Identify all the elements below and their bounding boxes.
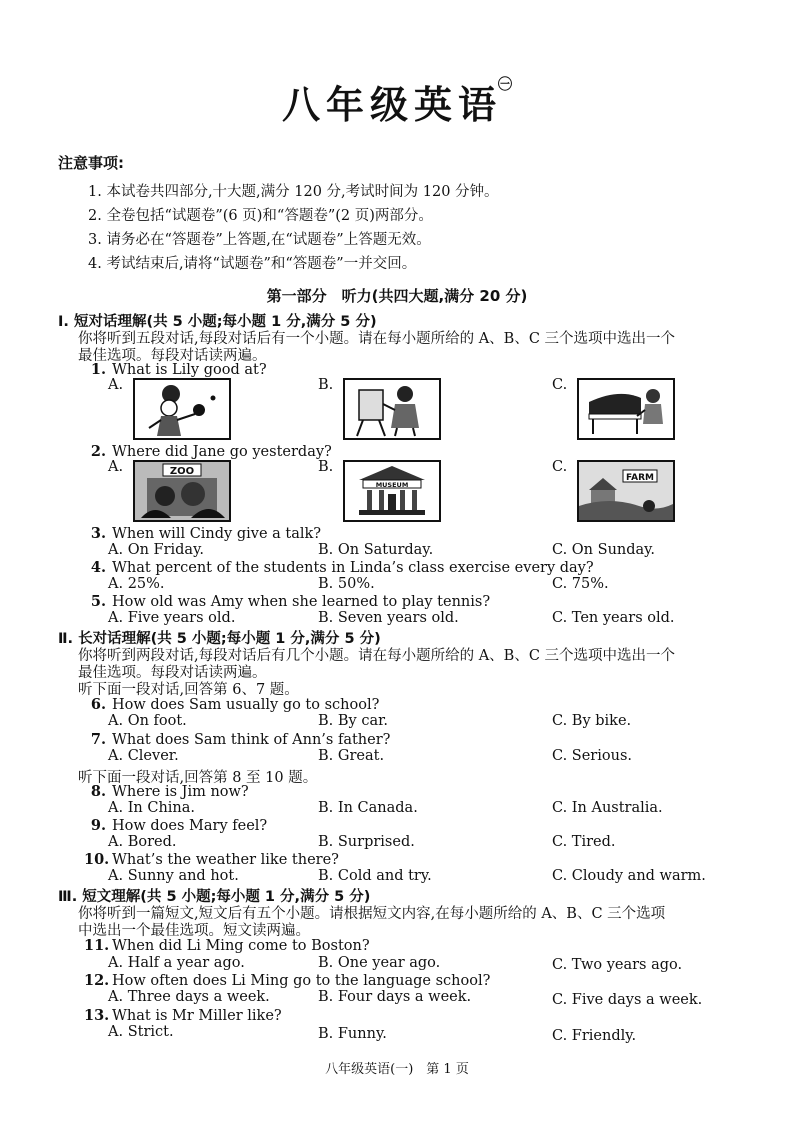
- option-c: C. Cloudy and warm.: [552, 868, 706, 884]
- note-item: 2. 全卷包括“试题卷”(6 页)和“答题卷”(2 页)两部分。: [88, 208, 433, 224]
- option-c: C. Five days a week.: [552, 992, 703, 1008]
- option-label: B.: [318, 377, 334, 393]
- farm-sign: FARM: [626, 473, 654, 483]
- note-item: 4. 考试结束后,请将“试题卷”和“答题卷”一并交回。: [88, 256, 417, 272]
- question-12: 12. How often does Li Ming go to the language school?: [84, 972, 491, 989]
- section-heading: Ⅰ. 短对话理解(共 5 小题;每小题 1 分,满分 5 分): [58, 314, 377, 330]
- note-item: 3. 请务必在“答题卷”上答题,在“试题卷”上答题无效。: [88, 232, 431, 248]
- option-a: A. 25%.: [108, 576, 165, 592]
- option-b: B. Great.: [318, 748, 385, 764]
- option-b: B. Surprised.: [318, 834, 415, 850]
- section-instruction: 你将听到两段对话,每段对话后有几个小题。请在每小题所给的 A、B、C 三个选项中选出一个: [78, 648, 676, 664]
- option-b: B. 50%.: [318, 576, 375, 592]
- question-6: 6. How does Sam usually go to school?: [90, 696, 380, 713]
- farm-icon: [577, 460, 675, 522]
- option-a: A. On Friday.: [108, 542, 204, 558]
- option-a: A. Half a year ago.: [108, 955, 245, 971]
- option-c: C. Tired.: [552, 834, 616, 850]
- question-3: 3. When will Cindy give a talk?: [90, 525, 322, 542]
- question-4: 4. What percent of the students in Linda’s class exercise every day?: [90, 559, 594, 576]
- option-c: C. Friendly.: [552, 1028, 637, 1044]
- section-instruction: 最佳选项。每段对话读两遍。: [78, 348, 267, 364]
- part-title: 第一部分 听力(共四大题,满分 20 分): [266, 287, 528, 305]
- section-instruction: 你将听到一篇短文,短文后有五个小题。请根据短文内容,在每小题所给的 A、B、C 三个选项: [78, 906, 666, 922]
- option-c: C. 75%.: [552, 576, 609, 592]
- museum-sign: MUSEUM: [375, 481, 409, 489]
- option-c: C. Ten years old.: [552, 610, 675, 626]
- option-c: C. On Sunday.: [552, 542, 656, 558]
- option-a: A. Sunny and hot.: [108, 868, 239, 884]
- question-8: 8. Where is Jim now?: [90, 783, 249, 800]
- section-heading: Ⅲ. 短文理解(共 5 小题;每小题 1 分,满分 5 分): [58, 889, 371, 905]
- section-heading: Ⅱ. 长对话理解(共 5 小题;每小题 1 分,满分 5 分): [58, 631, 381, 647]
- question-2: 2. Where did Jane go yesterday?: [90, 443, 332, 460]
- question-1: 1. What is Lily good at?: [90, 361, 267, 378]
- option-b: B. In Canada.: [318, 800, 418, 816]
- option-c: C. By bike.: [552, 713, 632, 729]
- notes-heading: 注意事项:: [58, 154, 124, 172]
- option-b: B. Four days a week.: [318, 989, 472, 1005]
- question-11: 11. When did Li Ming come to Boston?: [84, 937, 370, 954]
- section-instruction: 中选出一个最佳选项。短文读两遍。: [78, 923, 310, 939]
- option-a: A. Five years old.: [108, 610, 236, 626]
- section-instruction: 你将听到五段对话,每段对话后有一个小题。请在每小题所给的 A、B、C 三个选项中选出一个: [78, 331, 676, 347]
- option-b: B. Funny.: [318, 1026, 387, 1042]
- option-b: B. One year ago.: [318, 955, 441, 971]
- option-label: A.: [108, 377, 124, 393]
- option-c: C. Serious.: [552, 748, 632, 764]
- museum-icon: [343, 460, 441, 522]
- option-label: C.: [552, 377, 568, 393]
- option-a: A. In China.: [108, 800, 196, 816]
- note-item: 1. 本试卷共四部分,十大题,满分 120 分,考试时间为 120 分钟。: [88, 184, 499, 200]
- option-c: C. In Australia.: [552, 800, 663, 816]
- option-b: B. By car.: [318, 713, 389, 729]
- ping-pong-icon: [133, 378, 231, 440]
- option-label: C.: [552, 459, 568, 475]
- paper-number-mark: ㊀: [498, 77, 512, 93]
- option-c: C. Two years ago.: [552, 957, 683, 973]
- option-a: A. Three days a week.: [108, 989, 270, 1005]
- option-b: B. On Saturday.: [318, 542, 434, 558]
- option-label: A.: [108, 459, 124, 475]
- page-footer: 八年级英语(一) 第 1 页: [325, 1062, 469, 1077]
- option-a: A. On foot.: [108, 713, 187, 729]
- piano-icon: [577, 378, 675, 440]
- option-a: A. Strict.: [108, 1024, 174, 1040]
- question-7: 7. What does Sam think of Ann’s father?: [90, 731, 391, 748]
- painting-easel-icon: [343, 378, 441, 440]
- option-b: B. Seven years old.: [318, 610, 459, 626]
- page-title: 八年级英语$^㊀$: [281, 77, 512, 127]
- group-instruction: 听下面一段对话,回答第 6、7 题。: [78, 682, 299, 698]
- zoo-icon: [133, 460, 231, 522]
- section-instruction: 最佳选项。每段对话读两遍。: [78, 665, 267, 681]
- question-5: 5. How old was Amy when she learned to play tennis?: [90, 593, 491, 610]
- zoo-sign: ZOO: [169, 466, 195, 477]
- option-a: A. Bored.: [108, 834, 177, 850]
- question-10: 10. What’s the weather like there?: [84, 851, 339, 868]
- question-9: 9. How does Mary feel?: [90, 817, 268, 834]
- option-a: A. Clever.: [108, 748, 179, 764]
- option-b: B. Cold and try.: [318, 868, 432, 884]
- option-label: B.: [318, 459, 334, 475]
- group-instruction: 听下面一段对话,回答第 8 至 10 题。: [78, 770, 318, 786]
- question-13: 13. What is Mr Miller like?: [84, 1007, 282, 1024]
